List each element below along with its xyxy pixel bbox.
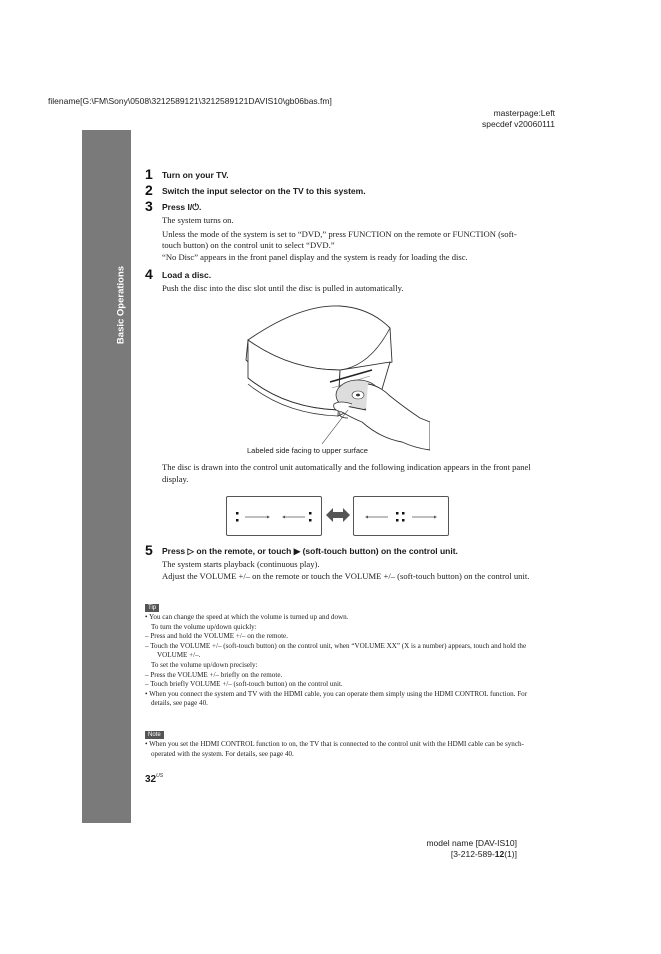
paragraph: The system turns on.	[162, 215, 234, 225]
tip-line: – Press and hold the VOLUME +/– on the remote.	[145, 632, 288, 641]
part-number	[451, 849, 517, 859]
tip-line: • When you connect the system and TV with the HDMI cable, you can operate them simply using the HDMI CONTROL function. For details, see page 40.	[145, 689, 528, 708]
step-number: 4	[145, 266, 153, 282]
step-title: Press I/⏻.	[162, 202, 202, 212]
step-title: Turn on your TV.	[162, 170, 229, 180]
note-line: • When you set the HDMI CONTROL function to on, the TV that is connected to the control unit with the HDMI cable can be synch-operated with the system. For details, see page 40.	[145, 740, 524, 758]
front-panel-display-right	[353, 496, 449, 536]
specdef-header: specdef v20060111	[482, 119, 555, 129]
step-title: Press ▷ on the remote, or touch ▶ (soft-touch button) on the control unit.	[162, 546, 458, 556]
section-sidebar	[82, 130, 131, 823]
tip-line: – Press the VOLUME +/– briefly on the remote.	[145, 670, 283, 679]
step-number: 5	[145, 542, 153, 558]
step-5-body	[162, 559, 532, 582]
step-number: 1	[145, 166, 153, 182]
tip-line: To set the volume up/down precisely:	[151, 660, 258, 669]
filename-header: filename[G:\FM\Sony\0508\3212589121\3212589121DAVIS10\gb06bas.fm]	[48, 96, 332, 106]
tip-badge: Tip	[145, 604, 159, 612]
tip-line: – Touch the VOLUME +/– (soft-touch button) on the control unit, when “VOLUME XX” (X is a number) appears, touch and hold the VOLUME +/–.	[145, 641, 527, 660]
page-number	[145, 773, 163, 785]
part-number-suffix: (1)]	[504, 849, 517, 859]
figure-caption: Labeled side facing to upper surface	[247, 446, 368, 455]
tip-line: • You can change the speed at which the volume is turned up and down.	[145, 613, 349, 621]
display-indicator-icon	[354, 497, 448, 535]
part-number-prefix: [3-212-589-	[450, 849, 495, 859]
tip-line: – Touch briefly VOLUME +/– (soft-touch button) on the control unit.	[145, 680, 343, 689]
double-arrow-icon	[326, 507, 350, 523]
section-label: Basic Operations	[115, 265, 127, 345]
step-number: 2	[145, 182, 153, 198]
step-title: Load a disc.	[162, 270, 212, 280]
note-section	[145, 740, 535, 759]
step-3-body	[162, 215, 532, 263]
paragraph: Adjust the VOLUME +/– on the remote or touch the VOLUME +/– (soft-touch button) on the control unit.	[162, 570, 530, 581]
step-4-body: Push the disc into the disc slot until the disc is pulled in automatically.	[162, 283, 404, 293]
masterpage-header: masterpage:Left	[493, 108, 555, 118]
part-number-bold: 12	[494, 849, 505, 859]
front-panel-display-left	[226, 496, 322, 536]
page-number-suffix: US	[156, 773, 164, 779]
step-number: 3	[145, 198, 153, 214]
tip-line: To turn the volume up/down quickly:	[151, 622, 257, 631]
paragraph: The system starts playback (continuous play).	[162, 559, 320, 569]
note-badge: Note	[145, 731, 164, 739]
step-title: Switch the input selector on the TV to this system.	[162, 186, 366, 196]
page-number-value: 32	[145, 774, 157, 785]
step-4-after-figure: The disc is drawn into the control unit automatically and the following indication appears in the front panel display.	[162, 462, 531, 484]
model-name: model name [DAV-IS10]	[426, 838, 517, 848]
paragraph: Unless the mode of the system is set to “DVD,” press FUNCTION on the remote or FUNCTION (soft-touch button) on the control unit to select “DVD.”	[162, 228, 517, 250]
tip-section	[145, 613, 535, 709]
disc-loading-illustration	[230, 300, 430, 460]
paragraph: “No Disc” appears in the front panel display and the system is ready for loading the disc.	[162, 251, 468, 262]
display-indicator-icon	[227, 497, 321, 535]
